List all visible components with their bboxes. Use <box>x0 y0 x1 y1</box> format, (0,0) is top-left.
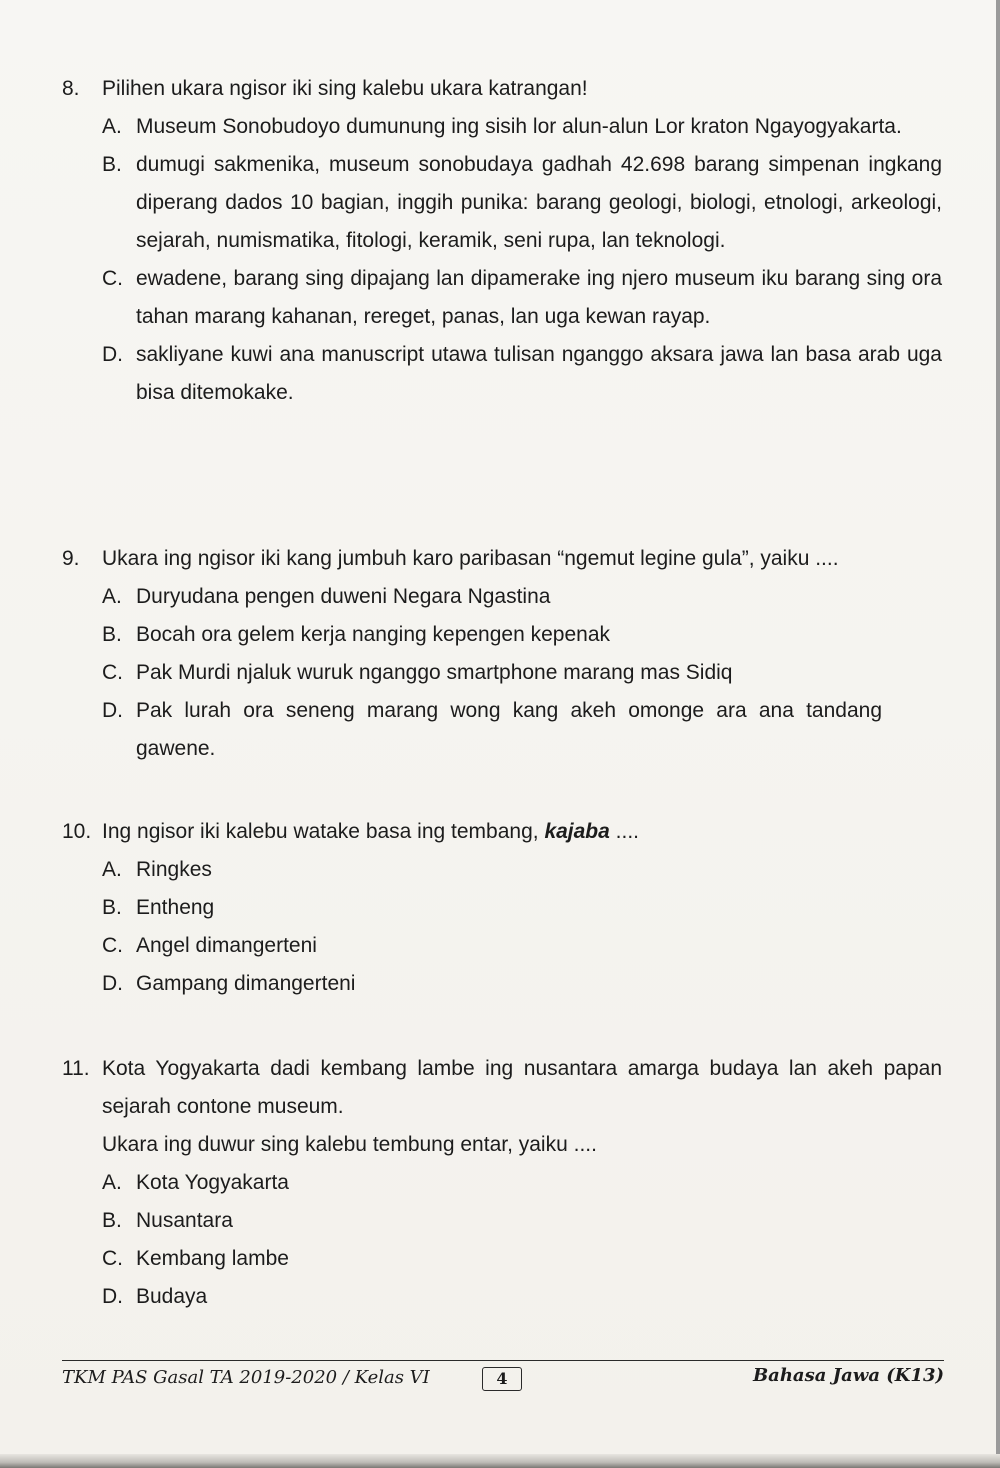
option-text: Ringkes <box>136 858 212 881</box>
option-letter: B. <box>102 896 122 919</box>
option-b[interactable] <box>102 889 942 927</box>
option-a[interactable] <box>102 108 942 146</box>
question-number: 10. <box>62 820 92 843</box>
option-text: Duryudana pengen duweni Negara Ngastina <box>136 585 551 608</box>
option-letter: D. <box>102 1285 123 1308</box>
option-letter: B. <box>102 623 122 646</box>
option-text: sakliyane kuwi ana manuscript utawa tulisan nganggo aksara jawa lan basa arab uga bisa ditemokake. <box>136 343 942 404</box>
option-letter: C. <box>102 934 123 957</box>
question-stem-prompt: Ukara ing duwur sing kalebu tembung entar, yaiku .... <box>102 1133 597 1156</box>
option-b[interactable] <box>102 146 942 260</box>
question-number: 8. <box>62 77 80 100</box>
option-b[interactable] <box>102 616 942 654</box>
page-number: 4 <box>482 1367 522 1391</box>
question-stem-text: Ing ngisor iki kalebu watake basa ing tembang, <box>102 820 545 843</box>
option-letter: D. <box>102 972 123 995</box>
option-letter: B. <box>102 1209 122 1232</box>
page-edge <box>996 0 1000 1468</box>
option-letter: C. <box>102 661 123 684</box>
option-text: dumugi sakmenika, museum sonobudaya gadhah 42.698 barang simpenan ingkang diperang dados 10 bagian, inggih punika: barang geologi, biologi, etnologi, arkeologi, sejarah, numismatika, fitologi, keramik, seni rupa, lan teknologi. <box>136 153 942 252</box>
option-d[interactable] <box>102 336 942 412</box>
option-d[interactable] <box>102 1278 942 1316</box>
option-letter: D. <box>102 699 123 722</box>
option-text: Museum Sonobudoyo dumunung ing sisih lor alun-alun Lor kraton Ngayogyakarta. <box>136 115 902 138</box>
option-c[interactable] <box>102 1240 942 1278</box>
option-text: Gampang dimangerteni <box>136 972 356 995</box>
option-letter: A. <box>102 585 122 608</box>
question-number: 11. <box>62 1057 90 1080</box>
question-11 <box>62 1050 942 1316</box>
question-9 <box>62 540 942 768</box>
option-letter: C. <box>102 267 123 290</box>
footer-exam-info: TKM PAS Gasal TA 2019-2020 / Kelas VI <box>62 1367 430 1388</box>
option-text: Kota Yogyakarta <box>136 1171 289 1194</box>
option-text: Pak lurah ora seneng marang wong kang akeh omonge ara ana tandang gawene. <box>136 699 882 760</box>
option-text: Angel dimangerteni <box>136 934 317 957</box>
question-stem: Pilihen ukara ngisor iki sing kalebu ukara katrangan! <box>102 77 588 100</box>
option-text: Bocah ora gelem kerja nanging kepengen kepenak <box>136 623 611 646</box>
option-letter: D. <box>102 343 123 366</box>
question-8 <box>62 70 942 412</box>
question-10 <box>62 813 942 1003</box>
question-number: 9. <box>62 547 80 570</box>
option-letter: A. <box>102 115 122 138</box>
option-c[interactable] <box>102 927 942 965</box>
option-a[interactable] <box>102 578 942 616</box>
question-stem: Kota Yogyakarta dadi kembang lambe ing nusantara amarga budaya lan akeh papan sejarah contone museum. <box>102 1057 942 1118</box>
question-stem: Ukara ing ngisor iki kang jumbuh karo paribasan “ngemut legine gula”, yaiku .... <box>102 547 839 570</box>
option-a[interactable] <box>102 1164 942 1202</box>
option-d[interactable] <box>102 692 942 768</box>
option-text: Pak Murdi njaluk wuruk nganggo smartphone marang mas Sidiq <box>136 661 733 684</box>
option-c[interactable] <box>102 654 942 692</box>
option-text: Budaya <box>136 1285 208 1308</box>
page-bottom-edge <box>0 1454 1000 1468</box>
option-letter: A. <box>102 858 122 881</box>
option-d[interactable] <box>102 965 942 1003</box>
option-c[interactable] <box>102 260 942 336</box>
option-text: ewadene, barang sing dipajang lan dipamerake ing njero museum iku barang sing ora tahan marang kahanan, rereget, panas, lan uga kewan rayap. <box>136 267 942 328</box>
option-b[interactable] <box>102 1202 942 1240</box>
option-letter: A. <box>102 1171 122 1194</box>
page-footer <box>62 1360 944 1397</box>
option-letter: C. <box>102 1247 123 1270</box>
question-stem-ellipsis: .... <box>609 820 640 843</box>
option-text: Kembang lambe <box>136 1247 289 1270</box>
option-text: Nusantara <box>136 1209 233 1232</box>
emphasis-word: kajaba <box>544 820 610 843</box>
option-a[interactable] <box>102 851 942 889</box>
footer-subject: Bahasa Jawa (K13) <box>752 1365 944 1386</box>
option-letter: B. <box>102 153 122 176</box>
question-stem <box>102 813 942 851</box>
option-text: Entheng <box>136 896 215 919</box>
